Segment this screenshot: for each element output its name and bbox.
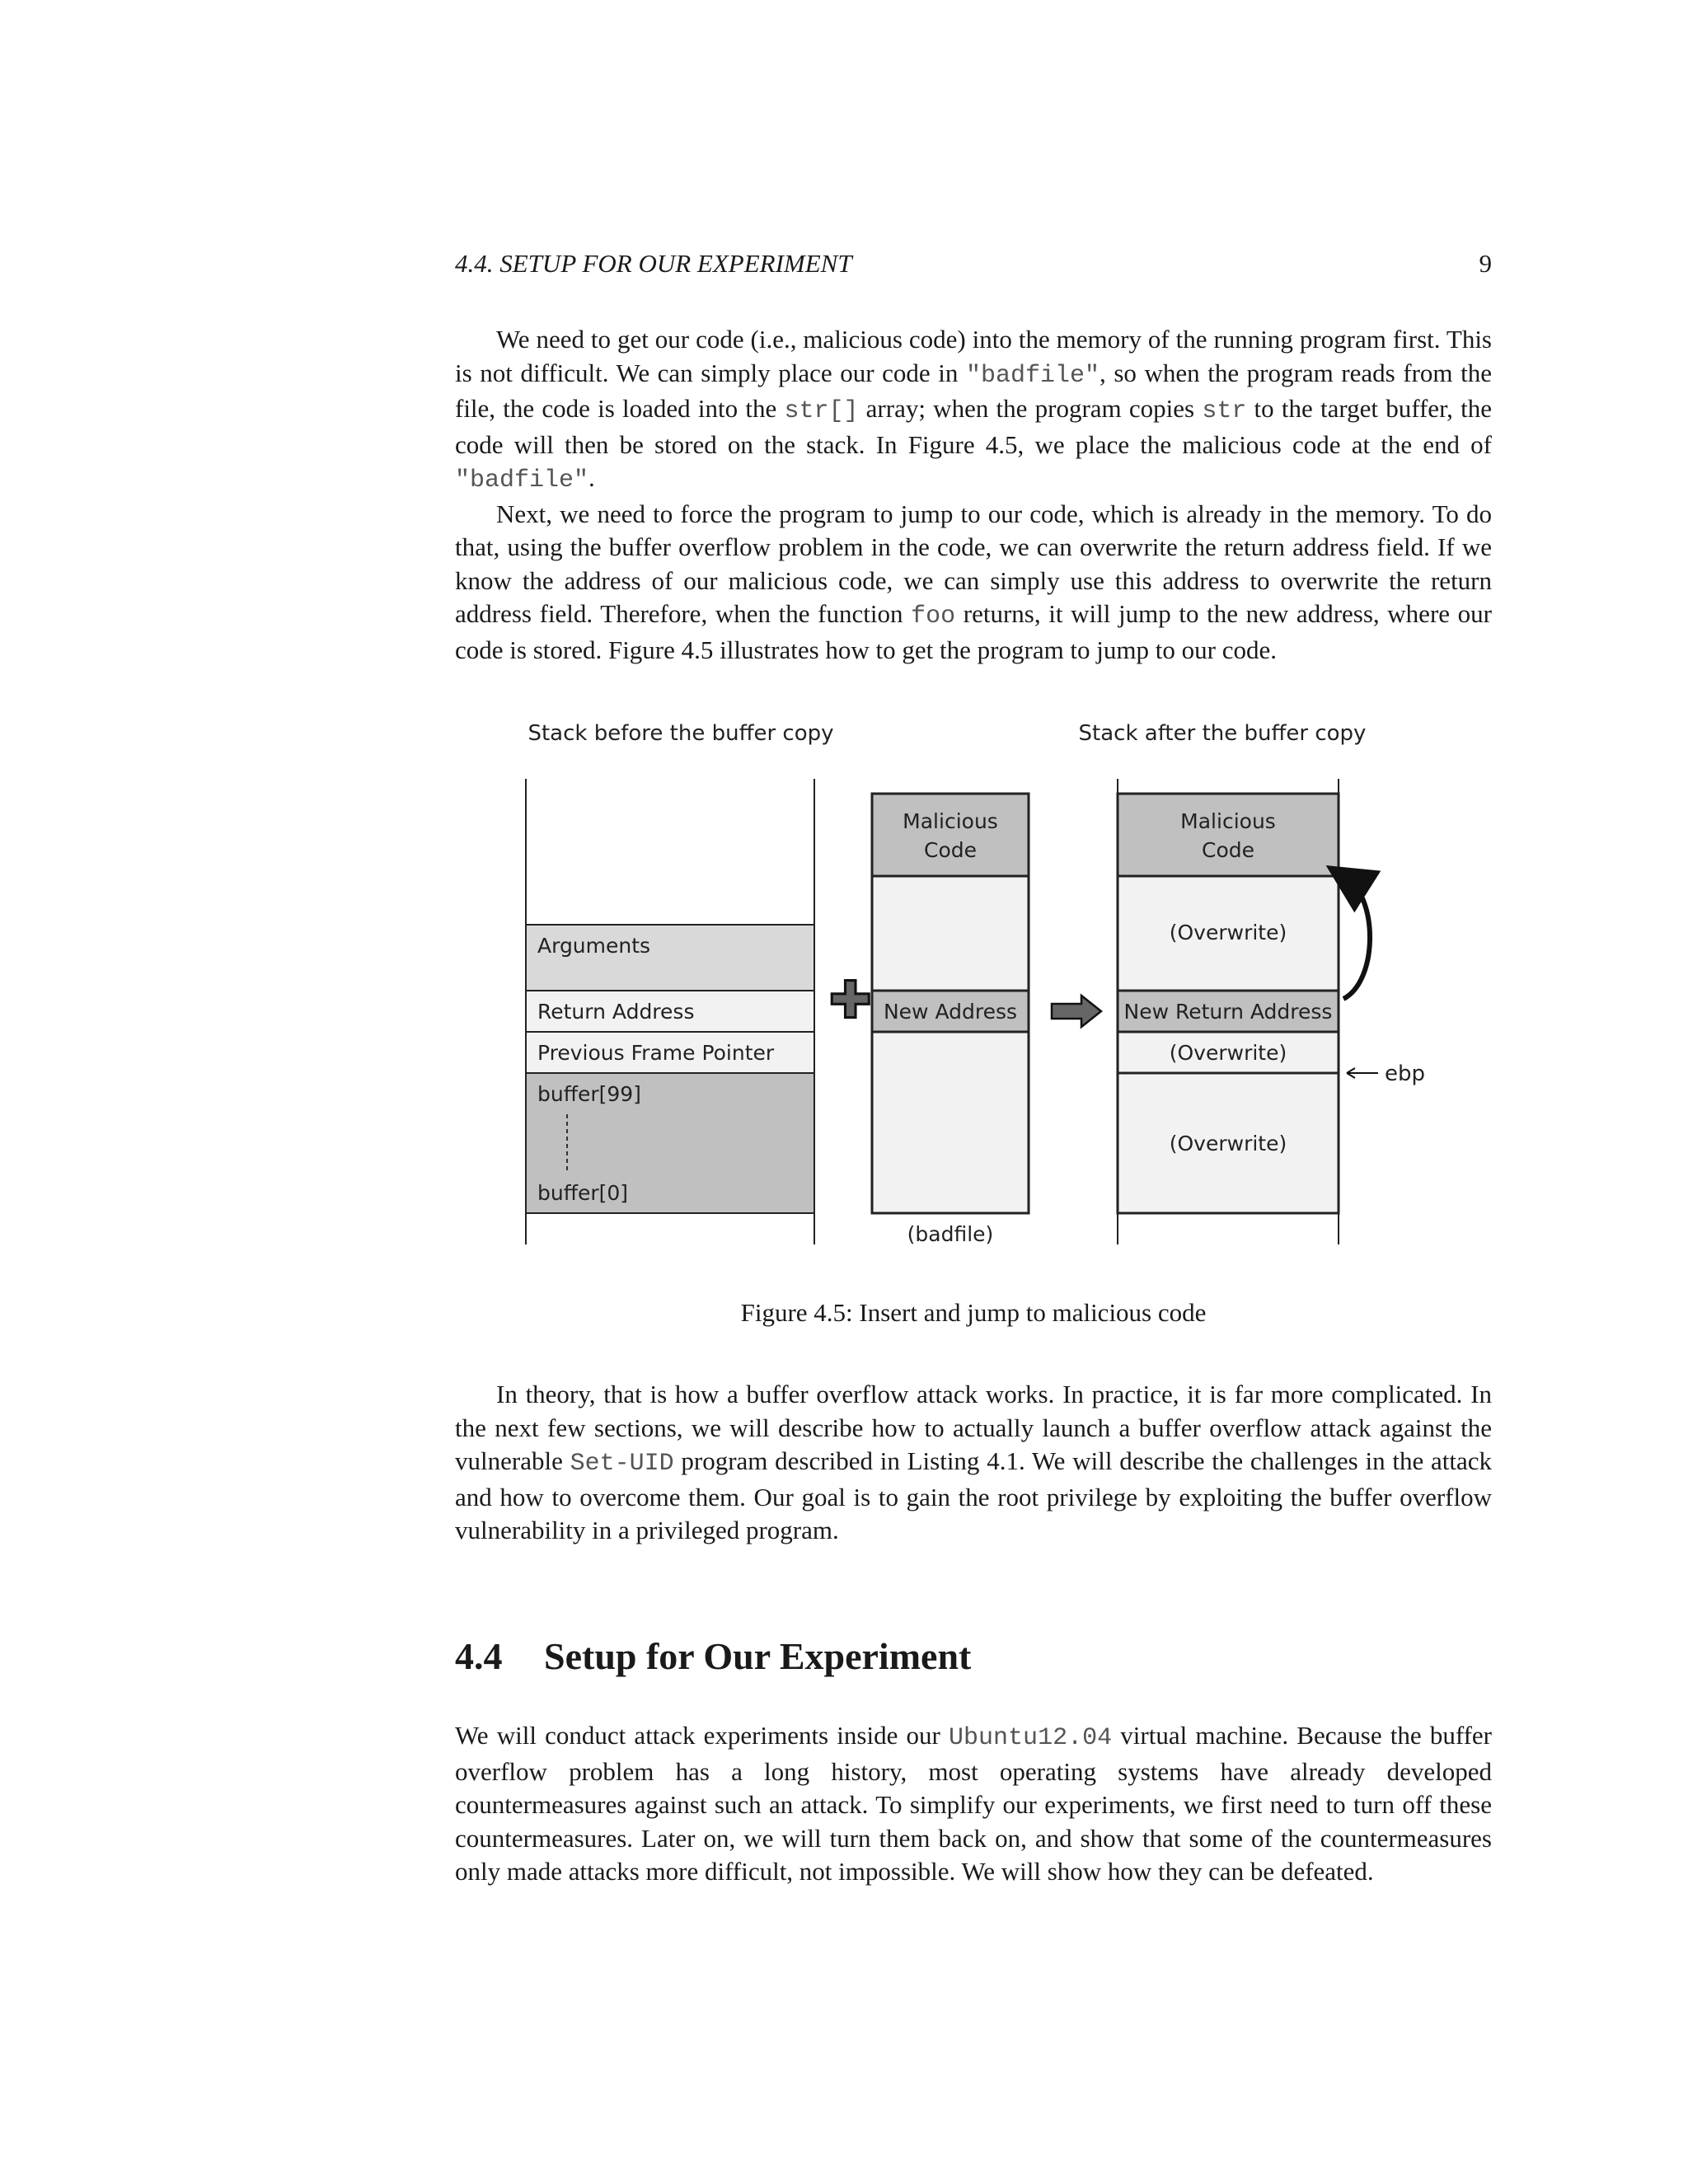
stack-malicious-label-2: Code: [1201, 838, 1255, 862]
text-run: array; when the program copies: [858, 394, 1203, 423]
code-str-array: str[]: [784, 397, 859, 425]
code-foo: foo: [911, 602, 956, 630]
buffer-99-label: buffer[99]: [537, 1082, 641, 1106]
text-run: Next, we need to force the program to jump to our code, which is already in the memory. To do that, using the buffer overflow problem in the code, we can overwrite the return address field. If we know the address of our malicious code, we can simply use this address to overwrite the return address field. Therefore, when the function: [455, 499, 1492, 628]
overwrite-top-label: (Overwrite): [1169, 921, 1287, 944]
badfile-malicious-code-cell: [872, 794, 1029, 876]
stack-malicious-label-1: Malicious: [1180, 809, 1276, 833]
section-number: 4.4: [455, 1635, 503, 1677]
text-run: to the target buffer, the code will then be stored on the stack. In Figure 4.5, we place the malicious code at the end of: [455, 394, 1492, 459]
code-badfile: "badfile": [455, 466, 589, 494]
ebp-label: ebp: [1385, 1062, 1426, 1086]
text-run: virtual machine. Because the buffer overflow problem has a long history, most operating systems have already developed countermeasures against such an attack. To simplify our experiments, we first need to turn off these countermeasures. Later on, we will turn them back on, and show that some of the countermeasures only made attacks more difficult, not impossible. We will show how they can be defeated.: [455, 1721, 1492, 1886]
buffer-0-label: buffer[0]: [537, 1181, 629, 1205]
badfile-label: (badfile): [907, 1222, 994, 1246]
text-run: In theory, that is how a buffer overflow attack works. In practice, it is far more complicated. In the next few sections, we will describe how to actually launch a buffer overflow attack against the vulnerable: [455, 1380, 1492, 1475]
jump-arrow-icon: [1343, 879, 1370, 999]
paragraph-2: [455, 498, 1492, 668]
intro-paragraphs: [455, 323, 1492, 667]
plus-icon: [832, 981, 869, 1018]
new-address-label: New Address: [883, 1000, 1018, 1024]
text-run: We will conduct attack experiments inside our: [455, 1721, 950, 1750]
badfile-column: [872, 794, 1029, 1246]
right-stack: [1118, 779, 1425, 1244]
code-set-uid: Set-UID: [570, 1450, 674, 1478]
text-run: .: [588, 463, 595, 492]
setup-paragraph-block: [455, 1719, 1492, 1889]
page-number: 9: [1479, 249, 1492, 278]
text-run: , so when the program reads from the file, the code is loaded into the: [455, 358, 1492, 423]
title-after: Stack after the buffer copy: [1078, 721, 1367, 746]
figure-caption: Figure 4.5: Insert and jump to malicious code: [740, 1298, 1207, 1327]
stack-diagram: [455, 709, 1492, 1269]
badfile-malicious-label-2: Code: [923, 838, 978, 862]
overwrite-bottom-label: (Overwrite): [1169, 1132, 1287, 1155]
stack-malicious-code-cell: [1118, 794, 1339, 876]
section-heading: [455, 1632, 971, 1681]
running-head-section: 4.4. SETUP FOR OUR EXPERIMENT: [455, 249, 852, 278]
title-before: Stack before the buffer copy: [528, 721, 834, 746]
paragraph-3: [455, 1378, 1492, 1548]
code-ubuntu: Ubuntu12.04: [949, 1724, 1113, 1752]
copy-arrow-icon: [1052, 996, 1101, 1027]
badfile-filler-cell: [872, 876, 1029, 991]
text-run: We need to get our code (i.e., malicious code) into the memory of the running program first. This is not difficult. We can simply place our code in: [455, 325, 1492, 387]
badfile-malicious-label-1: Malicious: [903, 809, 998, 833]
section-title: Setup for Our Experiment: [544, 1635, 972, 1677]
paragraph-4: [455, 1719, 1492, 1889]
text-run: returns, it will jump to the new address, where our code is stored. Figure 4.5 illustrates how to get the program to jump to our code.: [455, 599, 1492, 664]
left-stack: [526, 779, 814, 1244]
code-badfile: "badfile": [965, 361, 1100, 390]
return-address-label: Return Address: [537, 1000, 695, 1024]
badfile-lower-cell: [872, 1032, 1029, 1213]
new-return-address-label: New Return Address: [1123, 1000, 1333, 1024]
arguments-label: Arguments: [537, 934, 651, 958]
figure-stack-diagram: [455, 709, 1492, 1269]
running-header: [455, 247, 1492, 280]
text-run: program described in Listing 4.1. We will describe the challenges in the attack and how to overcome them. Our goal is to gain the root privilege by exploiting the buffer overflow vulnerability in a privileged program.: [455, 1446, 1492, 1544]
code-str: str: [1202, 397, 1247, 425]
theory-paragraph-block: [455, 1378, 1492, 1548]
previous-frame-pointer-label: Previous Frame Pointer: [537, 1041, 775, 1065]
overwrite-mid-label: (Overwrite): [1169, 1041, 1287, 1065]
paragraph-1: [455, 323, 1492, 498]
